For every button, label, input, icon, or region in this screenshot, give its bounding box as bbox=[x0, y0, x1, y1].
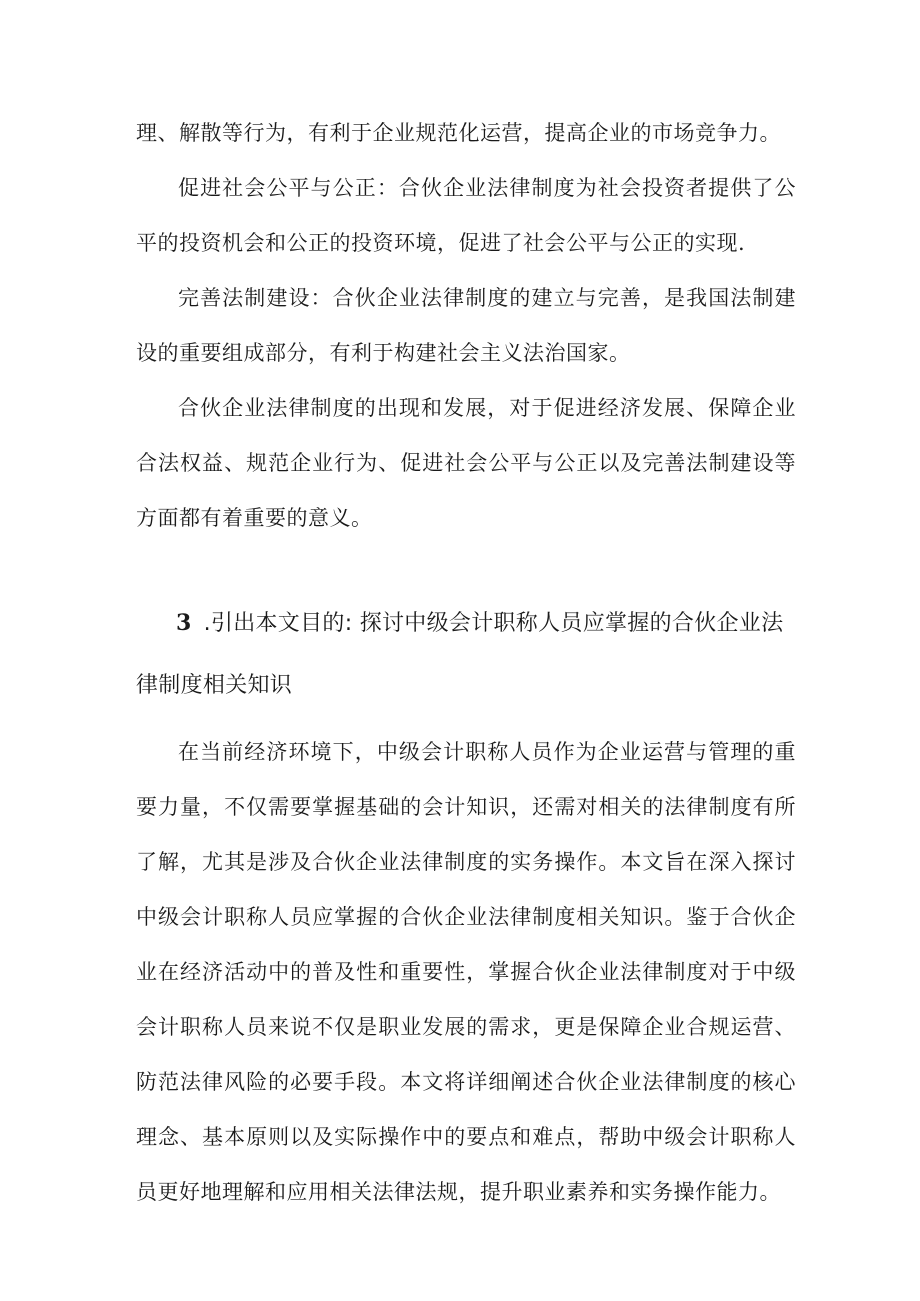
paragraph-significance-summary: 合伙企业法律制度的出现和发展，对于促进经济发展、保障企业合法权益、规范企业行为、促进社会公平与公正以及完善法制建设等方面都有着重要的意义。 bbox=[136, 396, 796, 530]
paragraph-legal-system: 完善法制建设：合伙企业法律制度的建立与完善，是我国法制建设的重要组成部分，有利于构建社会主义法治国家。 bbox=[136, 286, 796, 365]
section-heading bbox=[136, 592, 796, 717]
paragraph-purpose: 在当前经济环境下，中级会计职称人员作为企业运营与管理的重要力量，不仅需要掌握基础的会计知识，还需对相关的法律制度有所了解，尤其是涉及合伙企业法律制度的实务操作。本文旨在深入探讨中级会计职称人员应掌握的合伙企业法律制度相关知识。鉴于合伙企业在经济活动中的普及性和重要性，掌握合伙企业法律制度对于中级会计职称人员来说不仅是职业发展的需求，更是保障企业合规运营、防范法律风险的必要手段。本文将详细阐述合伙企业法律制度的核心理念、基本原则以及实际操作中的要点和难点，帮助中级会计职称人员更好地理解和应用相关法律法规，提升职业素养和实务操作能力。 bbox=[136, 740, 796, 1204]
section-number: 3 bbox=[176, 610, 192, 636]
section-title: .引出本文目的: 探讨中级会计职称人员应掌握的合伙企业法律制度相关知识 bbox=[136, 611, 784, 698]
paragraph-social-fairness: 促进社会公平与公正：合伙企业法律制度为社会投资者提供了公平的投资机会和公正的投资环境，促进了社会公平与公正的实现. bbox=[136, 176, 796, 255]
paragraph-continuation: 理、解散等行为，有利于企业规范化运营，提高企业的市场竞争力。 bbox=[136, 121, 781, 145]
document-body bbox=[136, 106, 796, 1220]
